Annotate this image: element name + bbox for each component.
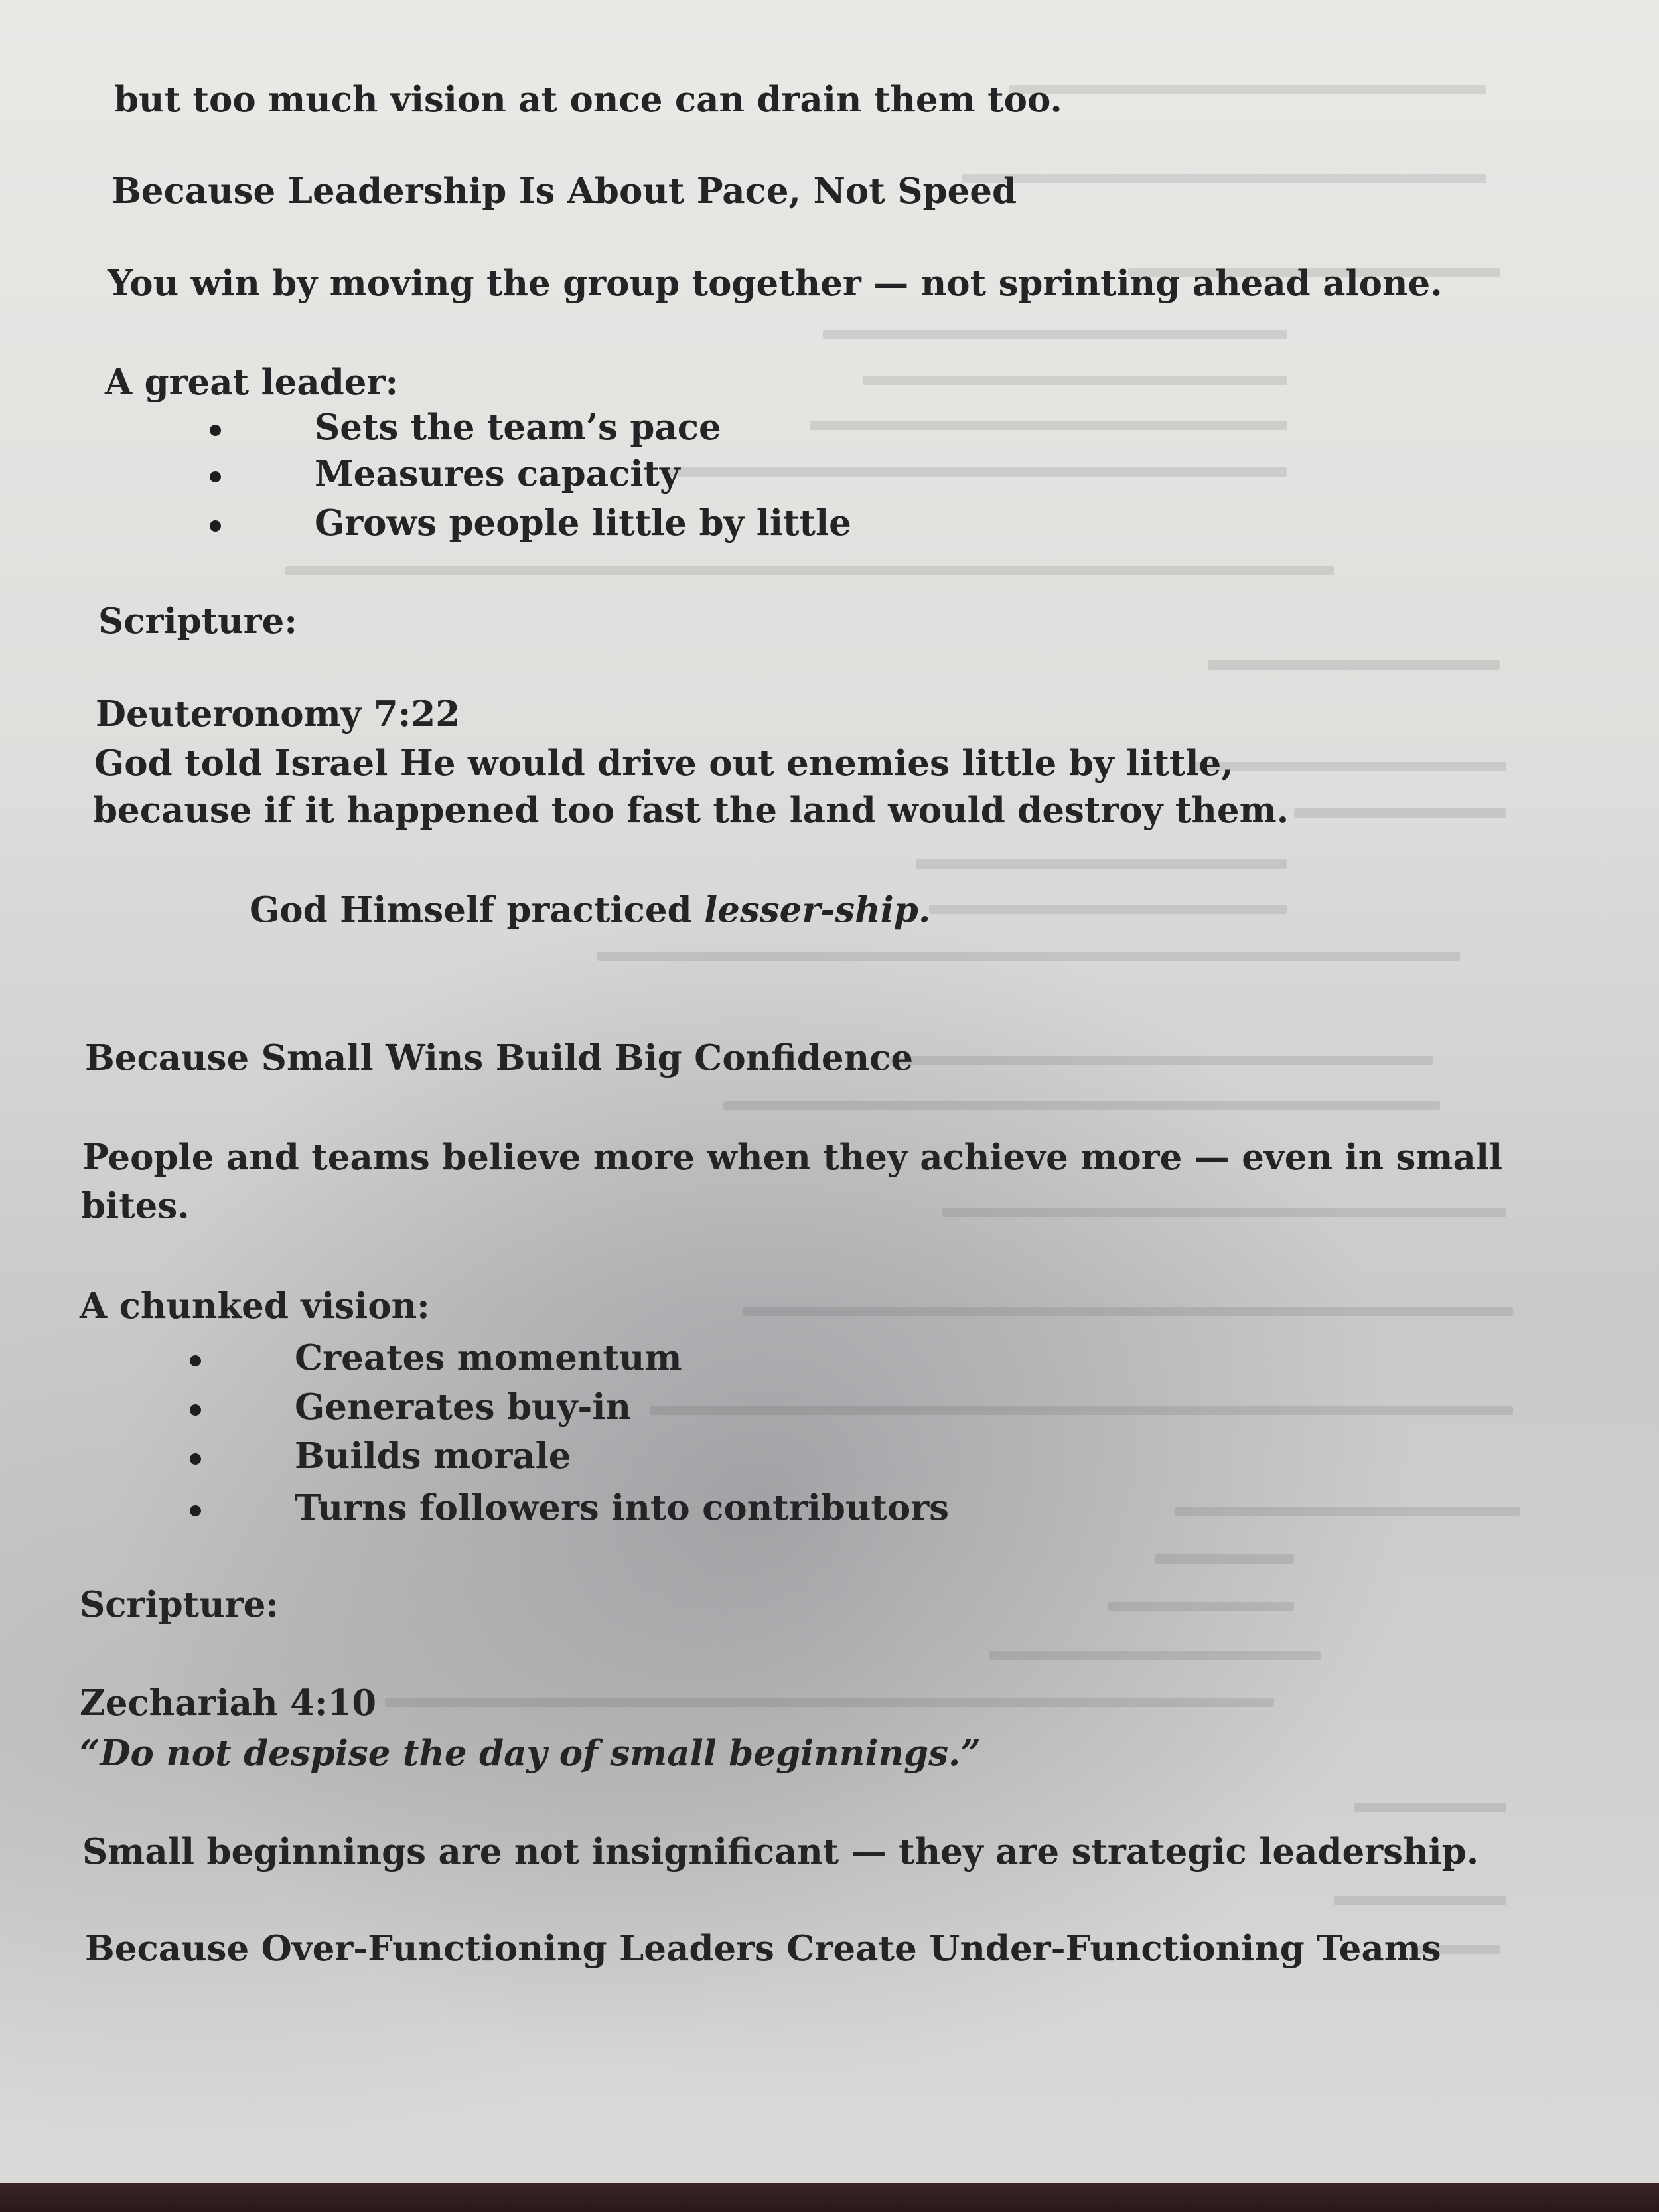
label-great-leader: A great leader: (105, 362, 399, 403)
bullet-icon (210, 520, 221, 532)
text-line-israel: God told Israel He would drive out enemies little by little, (94, 743, 1234, 784)
heading-small-wins: Because Small Wins Build Big Confidence (85, 1037, 914, 1078)
text-line-win-together: You win by moving the group together — not sprinting ahead alone. (108, 263, 1443, 304)
list-item-text: Grows people little by little (315, 502, 851, 544)
text-line-bites: bites. (81, 1185, 190, 1226)
heading-pace-not-speed: Because Leadership Is About Pace, Not Speed (111, 171, 1017, 212)
bullet-icon (190, 1355, 201, 1366)
text-lesser-ship-emphasis: lesser-ship. (704, 889, 931, 930)
scripture-quote: “Do not despise the day of small beginnings.” (80, 1733, 981, 1774)
label-chunked-vision: A chunked vision: (80, 1286, 430, 1327)
bullet-icon (210, 471, 221, 482)
bullet-icon (190, 1505, 201, 1516)
background-surface (0, 2183, 1659, 2212)
text-line-lesser-ship (250, 889, 931, 930)
list-item-text: Generates buy-in (295, 1386, 632, 1428)
scripture-reference: Zechariah 4:10 (80, 1682, 377, 1724)
bullet-icon (190, 1453, 201, 1465)
text-line-land: because if it happened too fast the land would destroy them. (93, 790, 1289, 831)
bullet-icon (190, 1404, 201, 1416)
list-item-text: Turns followers into contributors (295, 1487, 950, 1528)
text-line-people-teams: People and teams believe more when they achieve more — even in small (82, 1137, 1503, 1178)
label-scripture: Scripture: (80, 1584, 279, 1625)
list-item-text: Measures capacity (315, 453, 680, 494)
text-line-vision-drain: but too much vision at once can drain them too. (114, 79, 1062, 120)
list-item-text: Creates momentum (295, 1337, 682, 1378)
label-scripture: Scripture: (98, 601, 297, 642)
scripture-reference: Deuteronomy 7:22 (96, 694, 461, 735)
list-item-text: Sets the team’s pace (315, 407, 721, 448)
heading-over-functioning: Because Over-Functioning Leaders Create Under-Functioning Teams (85, 1928, 1441, 1969)
text-line-small-beginnings: Small beginnings are not insignificant — they are strategic leadership. (82, 1831, 1479, 1872)
list-item-text: Builds morale (295, 1436, 571, 1477)
bullet-icon (210, 425, 221, 436)
text-lesser-ship-prefix: God Himself practiced (250, 889, 705, 930)
